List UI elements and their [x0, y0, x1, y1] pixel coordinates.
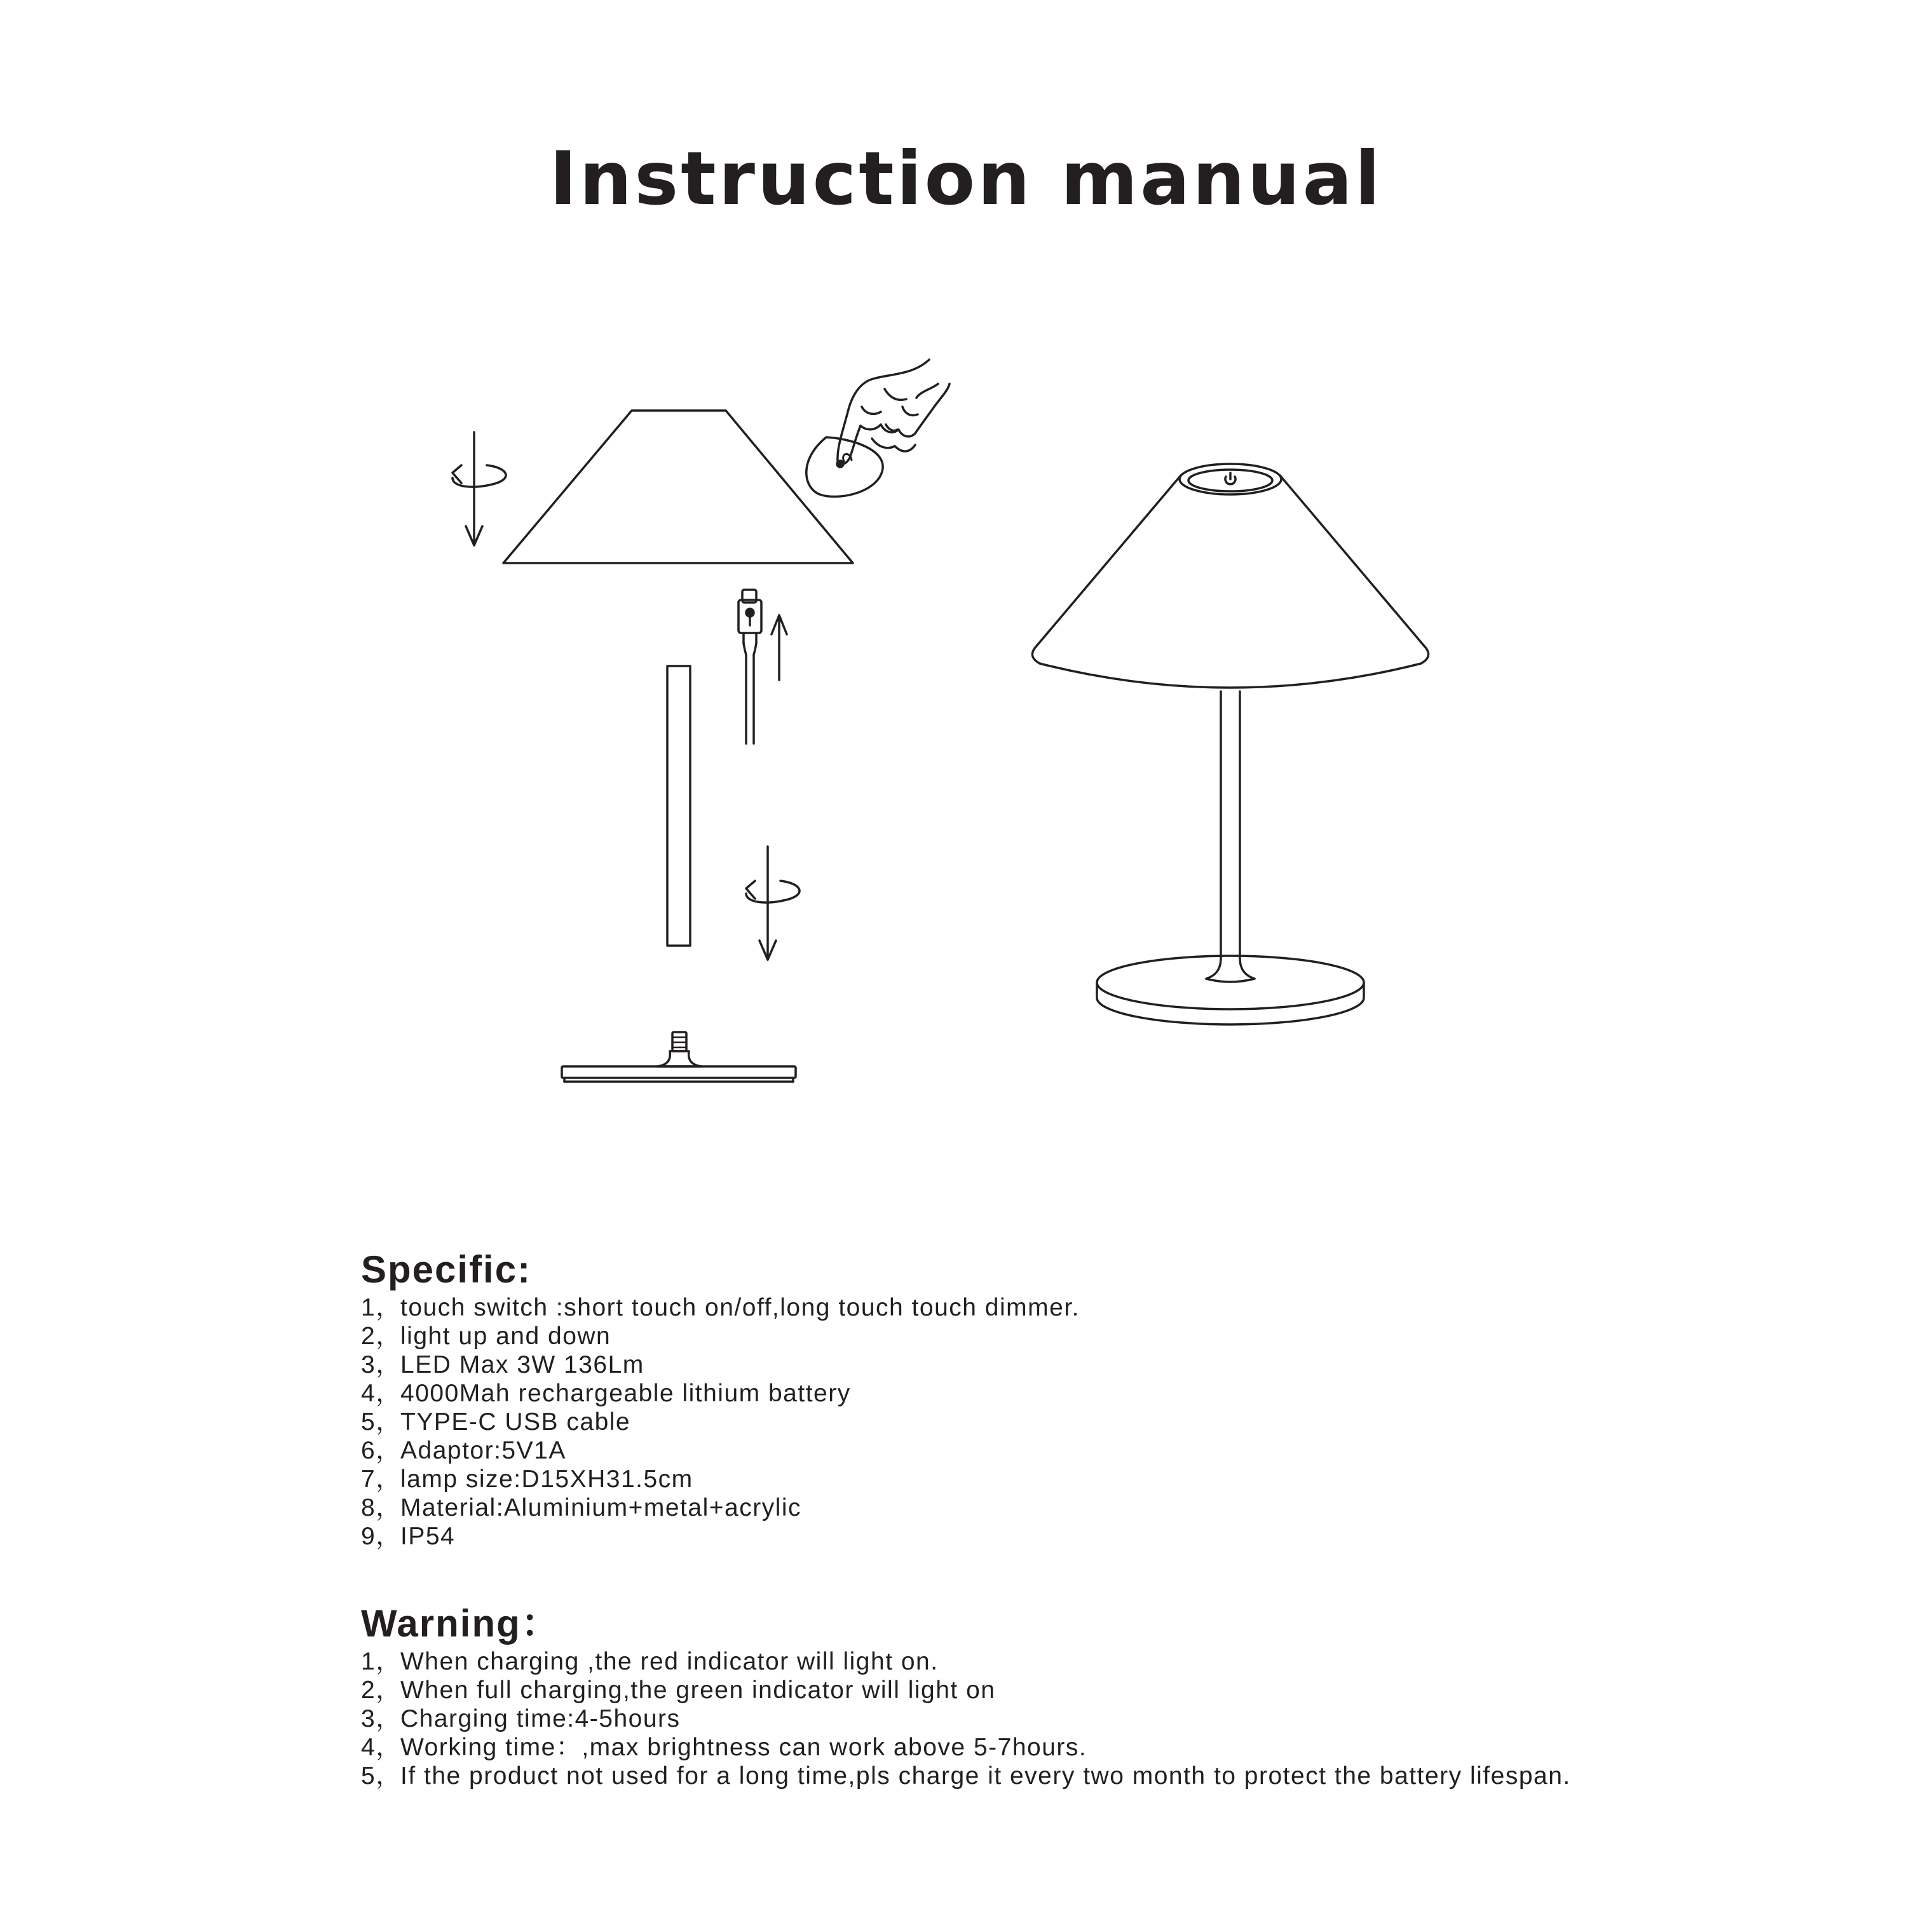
list-item: [361, 1704, 1823, 1733]
rotate-down-arrow-icon: [746, 847, 799, 960]
list-item: [361, 1522, 1823, 1551]
list-item: [361, 1733, 1823, 1762]
warning-list: [361, 1647, 1823, 1790]
rotate-down-arrow-icon: [452, 432, 506, 545]
list-item: [361, 1293, 1823, 1322]
list-item: [361, 1408, 1823, 1436]
list-item-number: 5，: [361, 1762, 402, 1790]
list-item-number: 7，: [361, 1466, 402, 1493]
up-arrow-icon: [772, 615, 787, 680]
list-item-text: IP54: [400, 1523, 456, 1550]
list-item-text: LED Max 3W 136Lm: [400, 1351, 644, 1378]
specific-section: [361, 1249, 1823, 1551]
list-item: [361, 1493, 1823, 1522]
list-item-text: 4000Mah rechargeable lithium battery: [400, 1380, 851, 1407]
list-item-number: 9，: [361, 1523, 402, 1550]
list-item-text: TYPE-C USB cable: [400, 1408, 631, 1436]
list-item: [361, 1436, 1823, 1465]
list-item-number: 4，: [361, 1734, 402, 1761]
list-item-text: touch switch :short touch on/off,long touch touch dimmer.: [400, 1294, 1080, 1321]
list-item: [361, 1676, 1823, 1704]
list-item-text: Material:Aluminium+metal+acrylic: [400, 1494, 802, 1521]
specific-heading: Specific:: [361, 1248, 532, 1291]
list-item: [361, 1322, 1823, 1350]
list-item-text: If the product not used for a long time,pls charge it every two month to protect the battery lifespan.: [400, 1762, 1571, 1790]
list-item-text: Charging time:4-5hours: [400, 1705, 681, 1732]
list-item-number: 3，: [361, 1705, 402, 1732]
list-item-number: 2，: [361, 1323, 402, 1350]
list-item-number: 1，: [361, 1648, 402, 1675]
list-item-number: 3，: [361, 1351, 402, 1378]
list-item-text: Adaptor:5V1A: [400, 1437, 566, 1464]
list-item: [361, 1762, 1823, 1790]
list-item-number: 6，: [361, 1437, 402, 1464]
usb-c-cable-icon: [738, 590, 761, 744]
assembled-lamp-icon: [1032, 464, 1428, 1024]
list-item-number: 5，: [361, 1408, 402, 1436]
list-item-number: 4，: [361, 1380, 402, 1407]
list-item: [361, 1647, 1823, 1676]
list-item: [361, 1350, 1823, 1379]
list-item-number: 2，: [361, 1677, 402, 1704]
lamp-base-icon: [562, 1032, 796, 1082]
page-title: Instruction manual: [549, 136, 1383, 222]
list-item: [361, 1465, 1823, 1493]
list-item-text: light up and down: [400, 1323, 611, 1350]
hand-touch-icon: [806, 360, 949, 496]
warning-heading: Warning：: [361, 1602, 561, 1645]
list-item-number: 8，: [361, 1494, 402, 1521]
list-item-number: 1，: [361, 1294, 402, 1321]
warning-section: [361, 1603, 1823, 1790]
lampshade-icon: [503, 411, 853, 563]
lamp-pole-icon: [667, 666, 690, 946]
specific-list: [361, 1293, 1823, 1551]
list-item-text: When full charging,the green indicator will light on: [400, 1677, 996, 1704]
list-item-text: When charging ,the red indicator will light on.: [400, 1648, 939, 1675]
list-item: [361, 1379, 1823, 1408]
list-item-text: lamp size:D15XH31.5cm: [400, 1466, 693, 1493]
list-item-text: Working time：,max brightness can work above 5-7hours.: [400, 1734, 1087, 1761]
